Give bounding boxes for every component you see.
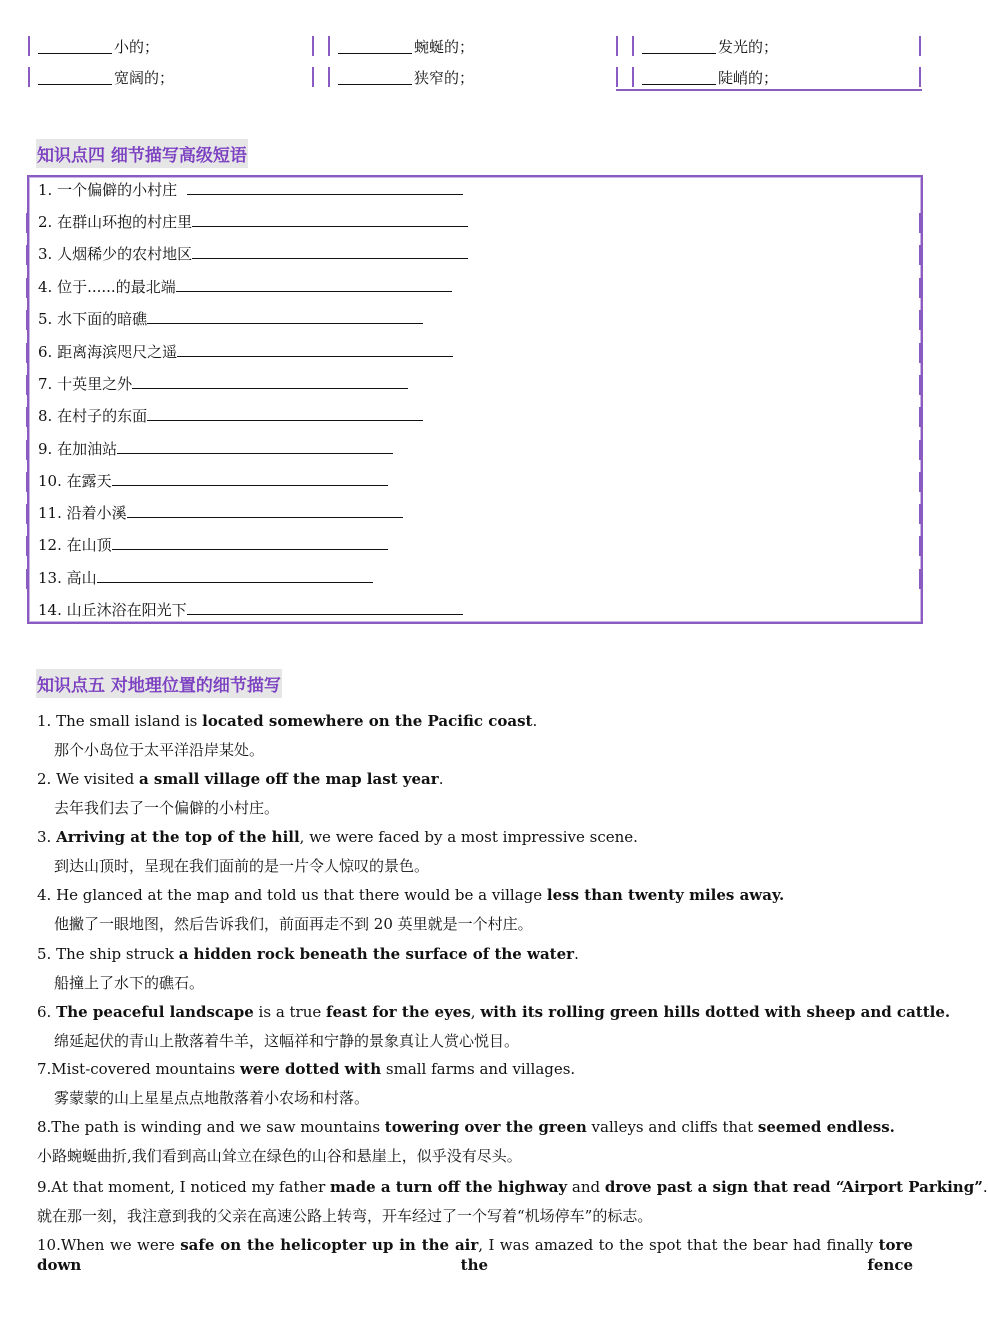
sentence-text: 8.The path is winding and we saw mountains	[37, 1118, 385, 1136]
vocab-word: 小的；	[114, 37, 160, 56]
example-translation: 船撞上了水下的礁石。	[54, 974, 205, 992]
example-translation: 那个小岛位于太平洋沿岸某处。	[54, 741, 265, 759]
phrase-list-box	[27, 175, 923, 624]
key-phrase: drove past a sign that read “Airport Parking”	[604, 1178, 983, 1196]
vocab-cell	[28, 65, 174, 89]
key-phrase: seemed endless.	[757, 1118, 895, 1136]
phrase-item: 10. 在露天	[38, 470, 388, 492]
answer-blank[interactable]	[38, 39, 112, 54]
sentence-text: 5. The ship struck	[37, 945, 179, 963]
key-phrase: less than twenty miles away.	[546, 886, 785, 904]
sentence-text: 10.When we were	[37, 1236, 181, 1254]
answer-blank[interactable]	[147, 405, 423, 421]
vocab-word: 宽阔的；	[114, 68, 175, 87]
sentence-text: 3.	[37, 828, 57, 846]
phrase-item: 12. 在山顶	[38, 534, 388, 556]
phrase-item: 4. 位于......的最北端	[38, 276, 452, 298]
sentence-text: , I was amazed to the spot that the bear had finally	[478, 1236, 879, 1254]
example-sentence	[37, 711, 537, 731]
sentence-text: 4. He glanced at the map and told us that there would be a village	[37, 886, 547, 904]
example-translation: 去年我们去了一个偏僻的小村庄。	[54, 799, 280, 817]
phrase-item: 9. 在加油站	[38, 438, 393, 460]
sentence-text: 1. The small island is	[37, 712, 203, 730]
phrase-item: 6. 距离海滨咫尺之遥	[38, 341, 453, 363]
example-translation: 他撇了一眼地图，然后告诉我们，前面再走不到 20 英里就是一个村庄。	[54, 915, 533, 933]
vocab-cell	[312, 65, 474, 89]
example-sentence	[37, 1059, 575, 1079]
phrase-item: 2. 在群山环抱的村庄里	[38, 211, 468, 233]
phrase-item: 1. 一个偏僻的小村庄	[38, 179, 463, 201]
answer-blank[interactable]	[642, 70, 716, 85]
sentence-text: small farms and villages.	[381, 1060, 576, 1078]
sentence-text: 6.	[37, 1003, 57, 1021]
vocab-row-1	[28, 34, 922, 58]
key-phrase: towering over the green	[384, 1118, 587, 1136]
sentence-text: 2. We visited	[37, 770, 139, 788]
phrase-item: 11. 沿着小溪	[38, 502, 403, 524]
phrase-item: 13. 高山	[38, 567, 373, 589]
sentence-text: , we were faced by a most impressive scene.	[299, 828, 638, 846]
key-phrase: safe on the helicopter up in the air	[180, 1236, 479, 1254]
example-translation: 绵延起伏的青山上散落着牛羊，这幅祥和宁静的景象真让人赏心悦目。	[54, 1032, 520, 1050]
phrase-item: 3. 人烟稀少的农村地区	[38, 243, 468, 265]
phrase-item: 8. 在村子的东面	[38, 405, 423, 427]
answer-blank[interactable]	[176, 276, 452, 292]
key-phrase: located somewhere on the Pacific coast	[202, 712, 533, 730]
vocab-cell	[312, 34, 474, 58]
example-translation: 就在那一刻，我注意到我的父亲在高速公路上转弯，开车经过了一个写着“机场停车”的标志。	[37, 1207, 653, 1225]
answer-blank[interactable]	[117, 438, 393, 454]
example-sentence	[37, 1235, 913, 1275]
section5-title: 知识点五 对地理位置的细节描写	[36, 669, 282, 698]
key-phrase: tore down the fence	[37, 1236, 913, 1274]
phrase-item: 14. 山丘沐浴在阳光下	[38, 599, 463, 621]
answer-blank[interactable]	[97, 567, 373, 583]
answer-blank[interactable]	[112, 470, 388, 486]
example-translation: 小路蜿蜒曲折,我们看到高山耸立在绿色的山谷和悬崖上，似乎没有尽头。	[37, 1147, 522, 1165]
answer-blank[interactable]	[192, 243, 468, 259]
key-phrase: Arriving at the top of the hill	[56, 828, 300, 846]
vocab-cell	[616, 65, 922, 91]
key-phrase: a small village off the map last year	[138, 770, 439, 788]
answer-blank[interactable]	[177, 341, 453, 357]
vocab-cell	[616, 34, 778, 58]
sentence-text: 9.At that moment, I noticed my father	[37, 1178, 331, 1196]
answer-blank[interactable]	[187, 599, 463, 615]
vocab-word: 狭窄的；	[414, 68, 475, 87]
sentence-text: .	[532, 712, 538, 730]
sentence-text: .	[982, 1178, 988, 1196]
key-phrase: The peaceful landscape	[56, 1003, 254, 1021]
example-translation: 雾蒙蒙的山上星星点点地散落着小农场和村落。	[54, 1089, 370, 1107]
sentence-text: .	[574, 945, 579, 963]
key-phrase: made a turn off the highway	[330, 1178, 568, 1196]
example-sentence	[37, 885, 784, 905]
answer-blank[interactable]	[112, 534, 388, 550]
phrase-item: 5. 水下面的暗礁	[38, 308, 423, 330]
vocab-cell	[28, 34, 159, 58]
sentence-text: and	[567, 1178, 605, 1196]
example-sentence	[37, 944, 579, 964]
example-sentence	[37, 1177, 988, 1197]
key-phrase: were dotted with	[239, 1060, 382, 1078]
answer-blank[interactable]	[192, 211, 468, 227]
section4-title: 知识点四 细节描写高级短语	[36, 139, 248, 168]
sentence-text: valleys and cliffs that	[586, 1118, 758, 1136]
vocab-row-2	[28, 65, 922, 89]
vocab-word: 陡峭的；	[718, 68, 779, 87]
example-sentence	[37, 827, 638, 847]
example-sentence	[37, 1117, 895, 1137]
sentence-text: is a true	[253, 1003, 327, 1021]
key-phrase: feast for the eyes	[326, 1003, 471, 1021]
phrase-item: 7. 十英里之外	[38, 373, 408, 395]
answer-blank[interactable]	[147, 308, 423, 324]
answer-blank[interactable]	[132, 373, 408, 389]
example-sentence	[37, 1002, 950, 1022]
example-translation: 到达山顶时，呈现在我们面前的是一片令人惊叹的景色。	[54, 857, 430, 875]
sentence-text: ,	[470, 1003, 481, 1021]
answer-blank[interactable]	[38, 70, 112, 85]
example-sentence	[37, 769, 443, 789]
answer-blank[interactable]	[127, 502, 403, 518]
sentence-text: .	[438, 770, 444, 788]
answer-blank[interactable]	[338, 39, 412, 54]
answer-blank[interactable]	[642, 39, 716, 54]
key-phrase: with its rolling green hills dotted with sheep and cattle.	[480, 1003, 951, 1021]
answer-blank[interactable]	[187, 179, 463, 195]
vocab-word: 发光的；	[718, 37, 779, 56]
answer-blank[interactable]	[338, 70, 412, 85]
vocab-word: 蜿蜒的；	[414, 37, 475, 56]
sentence-text: 7.Mist-covered mountains	[37, 1060, 240, 1078]
key-phrase: a hidden rock beneath the surface of the water	[178, 945, 575, 963]
